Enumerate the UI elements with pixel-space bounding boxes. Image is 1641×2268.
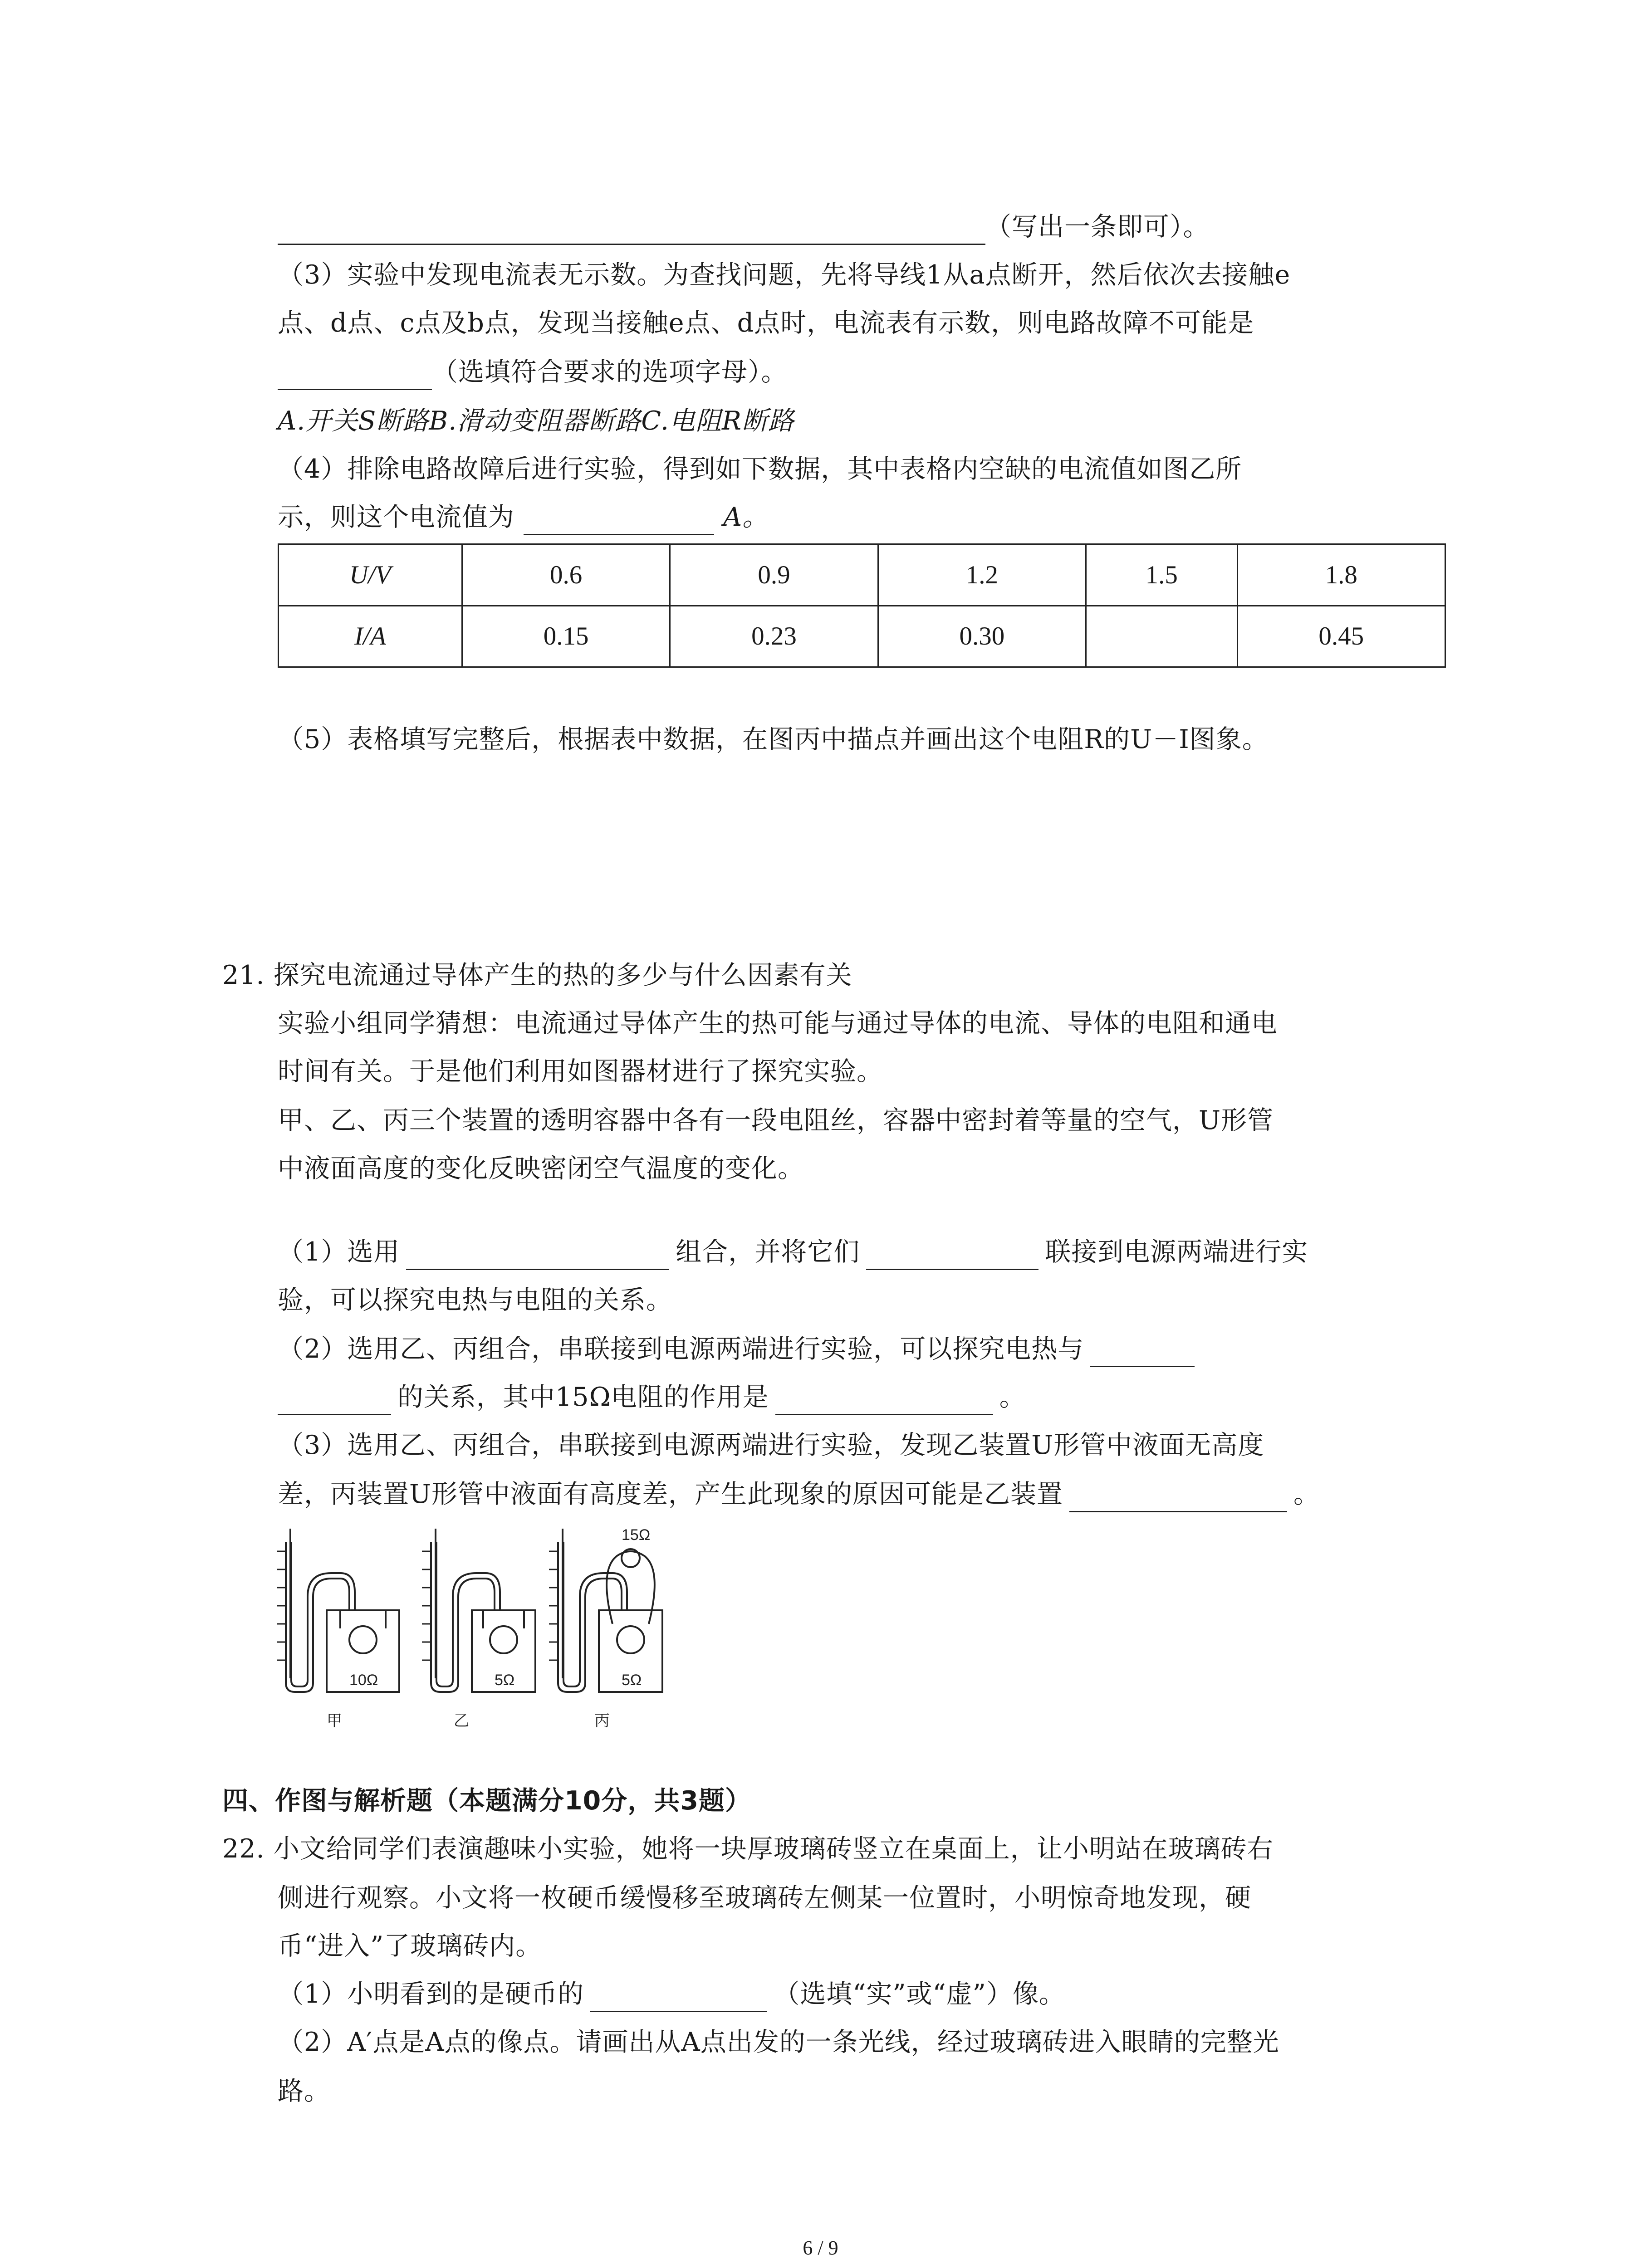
- resistor-label-jia: 10Ω: [349, 1672, 378, 1689]
- q21-title: 21. 探究电流通过导体产生的热的多少与什么因素有关: [222, 960, 852, 990]
- table-cell: 0.30: [878, 606, 1086, 667]
- table-cell: 1.2: [878, 544, 1086, 606]
- resistor-label-yi: 5Ω: [495, 1672, 515, 1689]
- table-cell: 1.5: [1086, 544, 1237, 606]
- answer-blank[interactable]: [278, 362, 432, 390]
- answer-blank[interactable]: [1069, 1484, 1287, 1512]
- table-row: [279, 544, 1445, 606]
- table-cell: 0.45: [1237, 606, 1445, 667]
- text: 的关系，其中15Ω电阻的作用是: [397, 1382, 769, 1412]
- q21-intro-3: 甲、乙、丙三个装置的透明容器中各有一段电阻丝，容器中密封着等量的空气，U形管: [278, 1105, 1274, 1135]
- q22-line1: 22. 小文给同学们表演趣味小实验，她将一块厚玻璃砖竖立在桌面上，让小明站在玻璃砖右: [222, 1834, 1274, 1864]
- text: （2）选用乙、丙组合，串联接到电源两端进行实验，可以探究电热与: [278, 1334, 1084, 1364]
- device-yi: [422, 1529, 535, 1692]
- q20-part3-line2: 点、d点、c点及b点，发现当接触e点、d点时，电流表有示数，则电路故障不可能是: [278, 308, 1254, 338]
- q22-part2-line1: （2）A′点是A点的像点。请画出从A点出发的一条光线，经过玻璃砖进入眼睛的完整光: [278, 2027, 1279, 2057]
- q21-part2-line2: [278, 1379, 1026, 1415]
- table-cell: 0.23: [670, 606, 878, 667]
- table-cell: 0.9: [670, 544, 878, 606]
- answer-blank[interactable]: [278, 216, 985, 245]
- answer-blank[interactable]: [524, 507, 714, 535]
- q22-line3: 币“进入”了玻璃砖内。: [278, 1931, 542, 1961]
- resistor-label-bing: 5Ω: [622, 1672, 642, 1689]
- line-prefix: 示，则这个电流值为: [278, 502, 514, 532]
- row-label: U/V: [279, 544, 462, 606]
- text: （1）选用: [278, 1237, 400, 1267]
- q20-part5: （5）表格填写完整后，根据表中数据，在图丙中描点并画出这个电阻R的U－I图象。: [278, 724, 1269, 754]
- q20-options: A.开关S断路B.滑动变阻器断路C.电阻R断路: [278, 406, 794, 436]
- answer-blank[interactable]: [866, 1242, 1038, 1270]
- external-resistor-label: 15Ω: [622, 1526, 651, 1544]
- q20-part4-line1: （4）排除电路故障后进行实验，得到如下数据，其中表格内空缺的电流值如图乙所: [278, 454, 1242, 484]
- data-table: [278, 543, 1446, 668]
- device-label-jia: 甲: [327, 1712, 342, 1730]
- q21-intro-1: 实验小组同学猜想：电流通过导体产生的热可能与通过导体的电流、导体的电阻和通电: [278, 1008, 1278, 1038]
- text: 差，丙装置U形管中液面有高度差，产生此现象的原因可能是乙装置: [278, 1479, 1063, 1509]
- q21-intro-2: 时间有关。于是他们利用如图器材进行了探究实验。: [278, 1056, 883, 1086]
- table-cell: 1.8: [1237, 544, 1445, 606]
- q20-part4-line2: [278, 499, 769, 535]
- line-suffix: （选填符合要求的选项字母）。: [432, 357, 788, 387]
- apparatus-figure: [272, 1524, 726, 1733]
- text: （选填“实”或“虚”）像。: [774, 1979, 1065, 2009]
- q21-part1-line2: 验，可以探究电热与电阻的关系。: [278, 1285, 672, 1315]
- text: 。: [999, 1382, 1026, 1412]
- q20-part3-line3: [278, 354, 788, 390]
- device-bing: [549, 1529, 662, 1692]
- table-cell-empty[interactable]: [1086, 606, 1237, 667]
- q21-part3-line2: [278, 1476, 1320, 1512]
- unit: A。: [723, 502, 769, 532]
- device-label-yi: 乙: [454, 1712, 469, 1730]
- q20-part3-line1: （3）实验中发现电流表无示数。为查找问题，先将导线1从a点断开，然后依次去接触e: [278, 260, 1291, 290]
- table-cell: 0.15: [462, 606, 670, 667]
- q21-intro-4: 中液面高度的变化反映密闭空气温度的变化。: [278, 1154, 804, 1183]
- q21-part2-line1: [278, 1331, 1195, 1367]
- text: （1）小明看到的是硬币的: [278, 1979, 584, 2009]
- row-label: I/A: [279, 606, 462, 667]
- answer-line-1: [278, 209, 1210, 245]
- line-suffix: （写出一条即可）。: [985, 212, 1210, 242]
- text: 联接到电源两端进行实: [1045, 1237, 1308, 1267]
- table-cell: 0.6: [462, 544, 670, 606]
- answer-blank[interactable]: [278, 1387, 391, 1415]
- q21-part1-line1: [278, 1234, 1308, 1270]
- answer-blank[interactable]: [590, 1984, 767, 2012]
- q22-line2: 侧进行观察。小文将一枚硬币缓慢移至玻璃砖左侧某一位置时，小明惊奇地发现，硬: [278, 1883, 1251, 1913]
- q21-part3-line1: （3）选用乙、丙组合，串联接到电源两端进行实验，发现乙装置U形管中液面无高度: [278, 1430, 1264, 1460]
- text: 组合，并将它们: [676, 1237, 860, 1267]
- page-number: 6 / 9: [803, 2237, 838, 2259]
- answer-blank[interactable]: [1090, 1339, 1195, 1367]
- answer-blank[interactable]: [406, 1242, 669, 1270]
- text: 。: [1293, 1479, 1320, 1509]
- q22-part2-line2: 路。: [278, 2076, 330, 2106]
- table-row: [279, 606, 1445, 667]
- q22-part1: [278, 1976, 1065, 2012]
- section-heading: 四、作图与解析题（本题满分10分，共3题）: [222, 1786, 751, 1816]
- device-jia: [277, 1529, 399, 1692]
- device-label-bing: 丙: [594, 1712, 610, 1730]
- answer-blank[interactable]: [775, 1387, 993, 1415]
